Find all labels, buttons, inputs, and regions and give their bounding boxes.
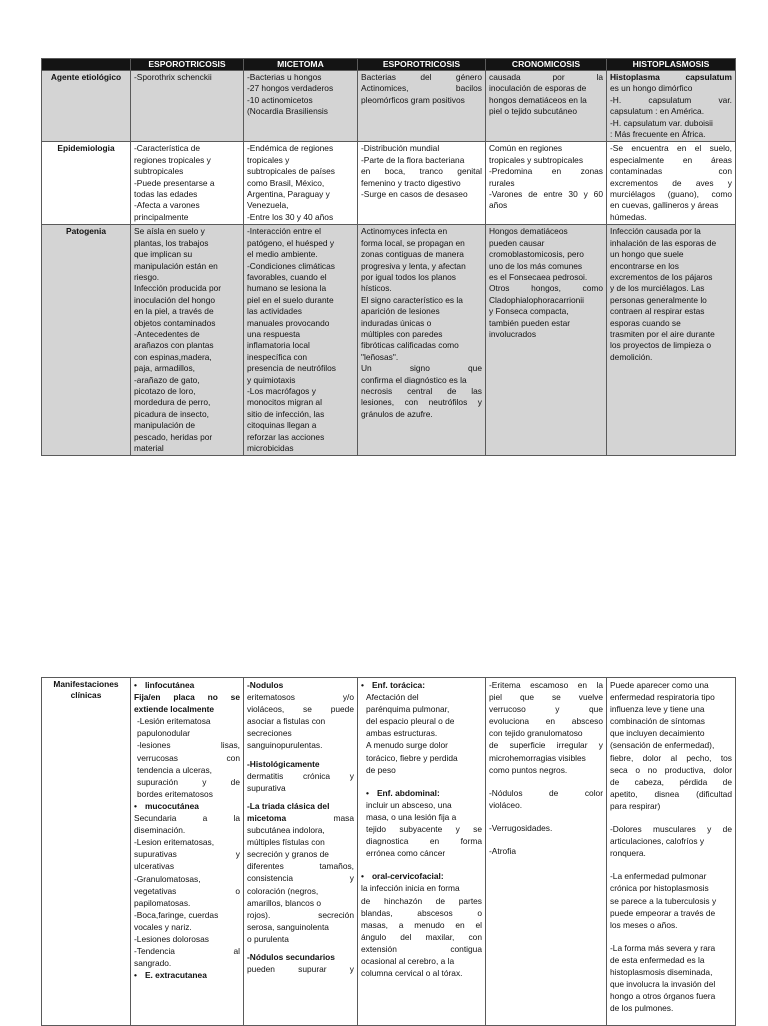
text-line: es un hongo dimórfico — [610, 83, 693, 94]
text-line: -Interacción entre el — [247, 226, 322, 237]
text-line: subtropicales — [134, 166, 184, 177]
subheading: -Histológicamente — [247, 758, 320, 769]
text-line: aparición de lesiones — [361, 306, 440, 317]
spacer — [489, 834, 603, 845]
cell-man-micetoma — [244, 678, 358, 1026]
cell-man-cronomicosis — [486, 678, 607, 1026]
text-line: extiende localmente — [134, 704, 215, 715]
text-line: -Puede presentarse a — [134, 177, 215, 188]
subheading: -La triada clásica del — [247, 800, 330, 811]
text-line: también pueden estar — [489, 317, 571, 328]
text-line: Otros hongos, como — [489, 283, 603, 294]
text-line: de peso — [366, 764, 396, 775]
text-line: citoquinas llegan a — [247, 420, 317, 431]
text-line: -Lesion eritematosas, — [134, 837, 215, 848]
text-line: y de los murciélagos. Las — [610, 283, 705, 294]
text-line: Puede aparecer como una — [610, 680, 709, 690]
text-line: como Brasil, México, — [247, 177, 325, 188]
text-line: microhemorragias visibles — [489, 752, 586, 763]
text-line: pueden supurar y — [247, 964, 354, 975]
text-line: -Lesión eritematosa — [137, 716, 211, 727]
text-line: dermatitis crónica y — [247, 770, 354, 781]
text-line: se parece a la tuberculosis y — [610, 895, 717, 906]
spacer — [610, 859, 732, 870]
text-line: hísticos. — [361, 283, 392, 294]
text-line: inoculación de esporas de — [489, 83, 587, 94]
header-esporotricosis: ESPOROTRICOSIS — [131, 59, 244, 71]
text-line: Se aísla en suelo y — [134, 226, 205, 237]
text-line: -Atrofia — [489, 846, 516, 857]
text-line: -La enfermedad pulmonar — [610, 871, 707, 882]
text-line: encontrarse en los — [610, 260, 679, 271]
text-line: trasmiten por el aire durante — [610, 328, 715, 339]
text-line: (Nocardia Brasiliensis — [247, 106, 328, 117]
header-row — [42, 59, 736, 71]
header-histoplasmosis: HISTOPLASMOSIS — [607, 59, 736, 71]
text-line: -Tendencia al — [134, 946, 240, 957]
text-line: Argentina, Paraguay y — [247, 189, 330, 200]
text-line: diseminación. — [134, 825, 186, 836]
text-line: Histoplasma capsulatum — [610, 72, 732, 82]
row-label-agente: Agente etiológico — [42, 71, 131, 142]
header-esporotricosis-2: ESPOROTRICOSIS — [358, 59, 486, 71]
text-line: papilomatosas. — [134, 897, 191, 908]
row-patogenia — [42, 225, 736, 456]
text-line: parénquima pulmonar, — [366, 704, 450, 715]
text-line: principalmente — [134, 211, 189, 222]
text-line: picotazo de loro, — [134, 385, 196, 396]
text-line: amarillos, blancos o — [247, 897, 322, 908]
text-line: -Boca,faringe, cuerdas — [134, 909, 219, 920]
text-line: -Característica de — [134, 143, 201, 154]
text-line: forma local, se propagan en — [361, 237, 465, 248]
text-line: seca o no productiva, dolor — [610, 764, 732, 775]
text-line: pueden causar — [489, 237, 545, 248]
text-line: en la piel, a través de — [134, 306, 214, 317]
text-line: femenino y tracto digestivo — [361, 177, 461, 188]
text-line: húmedas. — [610, 211, 647, 222]
text-line: reforzar las acciones — [247, 431, 325, 442]
text-line: -Distribución mundial — [361, 143, 440, 154]
text-line: -Bacterias u hongos — [247, 72, 322, 82]
subheading: • Enf. abdominal: — [361, 787, 482, 799]
text-line: -Predomina en zonas — [489, 166, 603, 177]
text-line: -Verrugosidades. — [489, 822, 553, 833]
text-line: ronquera. — [610, 848, 646, 859]
text-line: en boca, tranco genital — [361, 166, 482, 177]
cell-epi-histoplasmosis — [607, 142, 736, 225]
text-line: -Nódulos de color — [489, 787, 603, 798]
text-line: presencia de neutrófilos — [247, 363, 336, 374]
cell-man-esporotricosis — [131, 678, 244, 1026]
text-line: subtropicales de países — [247, 166, 335, 177]
cell-pat-esporotricosis-2 — [358, 225, 486, 456]
spacer — [610, 931, 732, 942]
text-line: masa, o una lesión fija a — [366, 811, 457, 822]
text-line: -Surge en casos de desaseo — [361, 189, 468, 200]
text-line: necrosis central de las — [361, 385, 482, 396]
text-line: con tejido granulomatoso — [489, 728, 583, 739]
text-line: contraen al respirar estas — [610, 306, 705, 317]
text-line: supuración y de — [137, 776, 240, 787]
text-line: una respuesta — [247, 328, 301, 339]
cell-man-esporotricosis-2 — [358, 678, 486, 1026]
text-line: inhalación de las esporas de — [610, 237, 717, 248]
cell-pat-micetoma — [244, 225, 358, 456]
text-line: extensión contigua — [361, 943, 482, 954]
text-line: verrucoso y que — [489, 704, 603, 715]
spacer — [361, 776, 482, 787]
text-line: excrementos de aves y — [610, 177, 732, 188]
text-line: tropicales y subtropicales — [489, 154, 584, 165]
text-line: con espinas,madera, — [134, 351, 212, 362]
text-line: pleomórficos gram positivos — [361, 94, 465, 105]
text-line: de los pulmones. — [610, 1003, 674, 1014]
text-line: subcutánea indolora, — [247, 825, 325, 836]
text-line: errónea como cáncer — [366, 848, 446, 859]
text-line: rurales — [489, 177, 515, 188]
text-line: de esta enfermedad es la — [610, 954, 705, 965]
text-line: supurativas y — [134, 849, 240, 860]
text-line: capsulatum : en América. — [610, 106, 705, 117]
spacer — [361, 859, 482, 870]
text-line: secreciones — [247, 728, 292, 739]
text-line: columna cervical o al tórax. — [361, 968, 463, 979]
row-label-manifestaciones: Manifestaciones clínicas — [42, 678, 131, 1026]
text-line: inoculación del hongo — [134, 294, 216, 305]
text-line: secreción y granos de — [247, 849, 329, 860]
text-line: torácico, fiebre y perdida — [366, 752, 458, 763]
text-line: años — [489, 200, 508, 211]
cell-agente-esporotricosis-2 — [358, 71, 486, 142]
text-line: -H. capsulatum var. duboisii — [610, 117, 713, 128]
text-line: -lesiones lisas, — [137, 740, 240, 751]
row-label-epidemiologia: Epidemiologia — [42, 142, 131, 225]
text-line: de superficie irregular y — [489, 740, 603, 751]
text-line: Infección producida por — [134, 283, 222, 294]
text-line: del espacio pleural o de — [366, 716, 455, 727]
text-line: Infección causada por la — [610, 226, 701, 237]
text-line: todas las edades — [134, 189, 198, 200]
text-line: ocasional al cerebro, a la — [361, 955, 455, 966]
text-line: paja, armadillos, — [134, 363, 195, 374]
text-line: favorables, cuando el — [247, 271, 327, 282]
text-line: masa — [333, 812, 354, 823]
text-line: incluir un absceso, una — [366, 799, 452, 810]
text-line: picadura de insecto, — [134, 408, 209, 419]
text-line: sanguinopurulentas. — [247, 740, 323, 751]
text-line: -Endémica de regiones — [247, 143, 334, 154]
text-line: influenza leve y tiene una — [610, 704, 705, 715]
cell-epi-cronomicosis — [486, 142, 607, 225]
text-line: masas, a menudo en el — [361, 919, 482, 930]
text-line: inflamatoria local — [247, 340, 310, 351]
subheading: -Nódulos secundarios — [247, 951, 335, 962]
header-cronomicosis: CRONOMICOSIS — [486, 59, 607, 71]
text-line: causada por la — [489, 72, 603, 82]
text-line: -Granulomatosas, — [134, 873, 201, 884]
text-line: blandas, abscesos o — [361, 907, 482, 918]
text-line: de hinchazón de partes — [361, 895, 482, 906]
text-line: Fija/en placa no se — [134, 692, 240, 703]
text-line: -Los macrófagos y — [247, 385, 316, 396]
text-line: verrucosas con — [137, 752, 240, 763]
text-line: tendencia a ulceras, — [137, 764, 212, 775]
text-line: -Condiciones climáticas — [247, 260, 335, 271]
text-line: es el Fonsecaea pedrosoi. — [489, 271, 588, 282]
text-line: personas generalmente lo — [610, 294, 707, 305]
text-line: un hongo que suele — [610, 249, 684, 260]
row-agente — [42, 71, 736, 142]
text-line: objetos contaminados — [134, 317, 216, 328]
text-line: eritematosos y/o — [247, 692, 354, 703]
disease-comparison-table-bottom — [41, 677, 736, 1026]
row-epidemiologia — [42, 142, 736, 225]
text-line: -Lesiones dolorosas — [134, 933, 209, 944]
text-line: material — [134, 443, 164, 453]
text-line: el medio ambiente. — [247, 249, 318, 260]
text-line: Afectación del — [366, 692, 419, 703]
text-line: -Eritema escamoso en la — [489, 680, 603, 690]
text-line: -Parte de la flora bacteriana — [361, 154, 465, 165]
text-line: -Varones de entre 30 y 60 — [489, 189, 603, 200]
text-line: manuales provocando — [247, 317, 330, 328]
text-line: excrementos de los pájaros — [610, 271, 713, 282]
text-line: enfermedad respiratoria tipo — [610, 692, 715, 703]
text-line: sitio de infección, las — [247, 408, 325, 419]
text-line: violáceo. — [489, 799, 523, 810]
text-line: -Sporothrix schenckii — [134, 72, 212, 82]
text-line: apetito, disnea (dificultad — [610, 788, 732, 799]
text-line: los meses o años. — [610, 919, 678, 930]
text-line: ulcerativas — [134, 861, 175, 872]
text-line: sangrado. — [134, 958, 172, 969]
text-line: inespecífica con — [247, 351, 308, 362]
text-line: "leñosas". — [361, 351, 399, 362]
text-line: ángulo del maxilar, con — [361, 931, 482, 942]
text-line: vegetativas o — [134, 885, 240, 896]
text-line: patógeno, el huésped y — [247, 237, 335, 248]
text-line: -Antecedentes de — [134, 328, 200, 339]
text-line: diagnostica en forma — [366, 836, 482, 847]
text-line: para respirar) — [610, 800, 661, 811]
text-line: plantas, los trabajos — [134, 237, 209, 248]
text-line: Común en regiones — [489, 143, 563, 154]
spacer — [489, 811, 603, 822]
text-line: induradas únicas o — [361, 317, 432, 328]
text-line: uno de los más comunes — [489, 260, 583, 271]
text-line: murciélagos (guano), como — [610, 189, 732, 200]
text-line: zonas contiguas de manera — [361, 249, 464, 260]
cell-agente-cronomicosis — [486, 71, 607, 142]
text-line: diferentes tamaños, — [247, 861, 354, 872]
cell-epi-micetoma — [244, 142, 358, 225]
subheading: • linfocutánea — [134, 679, 240, 691]
text-line: humano se lesiona la — [247, 283, 327, 294]
text-line: como puntos negros. — [489, 764, 568, 775]
text-line: piel o tejido subcutáneo — [489, 106, 578, 117]
text-line: combinación de síntomas — [610, 716, 705, 727]
text-line: Actinomices, bacilos — [361, 83, 482, 94]
text-line: rojos). secreción — [247, 909, 354, 920]
subheading: • mucocutánea — [134, 800, 240, 812]
text-line: crónica por histoplasmosis — [610, 883, 709, 894]
cell-agente-histoplasmosis — [607, 71, 736, 142]
text-line: esporas cuando se — [610, 317, 681, 328]
text-line: -La forma más severa y rara — [610, 942, 716, 953]
text-line: los proyectos de limpieza o — [610, 340, 712, 351]
text-line: serosa, sanguinolenta — [247, 921, 329, 932]
text-line: y quimiotaxis — [247, 374, 296, 385]
header-empty — [42, 59, 131, 71]
text-line — [247, 812, 354, 824]
subheading: • Enf. torácica: — [361, 679, 482, 691]
text-line: puede empeorar a través de — [610, 907, 716, 918]
disease-comparison-table-top — [41, 58, 736, 456]
text-line: asociar a fistulas con — [247, 716, 326, 727]
spacer — [489, 776, 603, 787]
cell-pat-esporotricosis — [131, 225, 244, 456]
text-line: progresiva y lenta, y afectan — [361, 260, 466, 271]
text-line: especialmente en áreas — [610, 154, 732, 165]
header-micetoma: MICETOMA — [244, 59, 358, 71]
text-line: las actividades — [247, 306, 302, 317]
text-line: mordedura de perro, — [134, 397, 211, 408]
subheading: • oral-cervicofacial: — [361, 870, 482, 882]
text-line: El signo característico es la — [361, 294, 463, 305]
row-manifestaciones — [42, 678, 736, 1026]
text-line: -H. capsulatum var. — [610, 94, 732, 105]
row-label-patogenia: Patogenia — [42, 225, 131, 456]
cell-pat-cronomicosis — [486, 225, 607, 456]
text-line: -arañazo de gato, — [134, 374, 200, 385]
text-line: papulonodular — [137, 728, 191, 739]
text-line: Secundaria a la — [134, 813, 240, 824]
text-line: (sensación de enfermedad), — [610, 740, 715, 751]
text-line: hongo a otros órganos fuera — [610, 991, 716, 1002]
text-line: supurativa — [247, 782, 286, 793]
cell-pat-histoplasmosis — [607, 225, 736, 456]
text-line: Hongos dematiáceos — [489, 226, 568, 237]
text-line: manipulación están en — [134, 260, 218, 271]
text-line: de cabeza, pérdida de — [610, 776, 732, 787]
text-line: Bacterias del género — [361, 72, 482, 82]
text-line: consistencia y — [247, 873, 354, 884]
text-line: histoplasmosis diseminada, — [610, 966, 713, 977]
text-line: cromoblastomicosis, pero — [489, 249, 584, 260]
cell-man-histoplasmosis — [607, 678, 736, 1026]
text-line: -27 hongos verdaderos — [247, 83, 334, 94]
text-line: coloración (negros, — [247, 885, 319, 896]
text-line: riesgo. — [134, 271, 160, 282]
text-line: -Se encuentra en el suelo, — [610, 143, 732, 154]
text-line: A menudo surge dolor — [366, 740, 448, 751]
text-line: tropicales y — [247, 154, 290, 165]
text-line: manipulación de — [134, 420, 195, 431]
text-line: regiones tropicales y — [134, 154, 211, 165]
text-line: violáceos, se puede — [247, 704, 354, 715]
text-line: demolición. — [610, 351, 653, 362]
text-line: : Más frecuente en África. — [610, 129, 706, 140]
text-line: piel en el suelo durante — [247, 294, 334, 305]
text-line: y Fonseca compacta, — [489, 306, 569, 317]
text-line: o purulenta — [247, 933, 289, 944]
text-line: contaminadas con — [610, 166, 732, 177]
text-line: fibróticas calificadas como — [361, 340, 459, 351]
text-line: que incluyen decaimiento — [610, 728, 705, 739]
text-line: que involucra la invasión del — [610, 979, 716, 990]
text-line: fiebre, dolor al pecho, tos — [610, 752, 732, 763]
text-line: -Afecta a varones — [134, 200, 200, 211]
text-line: bordes eritematosos — [137, 788, 213, 799]
text-line: por igual todos los planos — [361, 271, 456, 282]
subheading: -Nodulos — [247, 680, 284, 690]
text-line: arañazos con plantas — [134, 340, 214, 351]
text-line: hongos dematiáceos en la — [489, 94, 587, 105]
text-line: Actinomyces infecta en — [361, 226, 448, 237]
text-line: Cladophialophoracarrionii — [489, 294, 584, 305]
cell-epi-esporotricosis-2 — [358, 142, 486, 225]
text-line: vocales y nariz. — [134, 921, 192, 932]
text-line: en cuevas, gallineros y áreas — [610, 200, 719, 211]
text-line: -10 actinomicetos — [247, 94, 313, 105]
cell-agente-micetoma — [244, 71, 358, 142]
text-line: múltiples fístulas con — [247, 837, 325, 848]
text-line: confirma el diagnóstico es la — [361, 374, 467, 385]
text-line: Venezuela, — [247, 200, 289, 211]
text-line: evoluciona en absceso — [489, 716, 603, 727]
text-line: articulaciones, calofríos y — [610, 836, 705, 847]
text-line: la infección inicia en forma — [361, 883, 460, 894]
text-line: ambas estructuras. — [366, 728, 438, 739]
text-line: tejido subyacente y se — [366, 824, 482, 835]
text-line: gránulos de azufre. — [361, 408, 433, 419]
text-line: pescado, heridas por — [134, 431, 213, 442]
text-line: Un signo que — [361, 363, 482, 374]
text-line: que implican su — [134, 249, 193, 260]
text-line: lesiones, con neutrófilos y — [361, 397, 482, 408]
text-line: involucrados — [489, 328, 537, 339]
spacer — [610, 812, 732, 823]
cell-agente-esporotricosis — [131, 71, 244, 142]
cell-epi-esporotricosis — [131, 142, 244, 225]
text-line: monocitos migran al — [247, 397, 322, 408]
subheading: micetoma — [247, 812, 287, 823]
text-line: piel que se vuelve — [489, 692, 603, 703]
text-line: microbicidas — [247, 443, 294, 453]
subheading: • E. extracutanea — [134, 969, 240, 981]
text-line: -Dolores musculares y de — [610, 824, 732, 835]
text-line: -Entre los 30 y 40 años — [247, 211, 334, 222]
text-line: múltiples con paredes — [361, 328, 443, 339]
